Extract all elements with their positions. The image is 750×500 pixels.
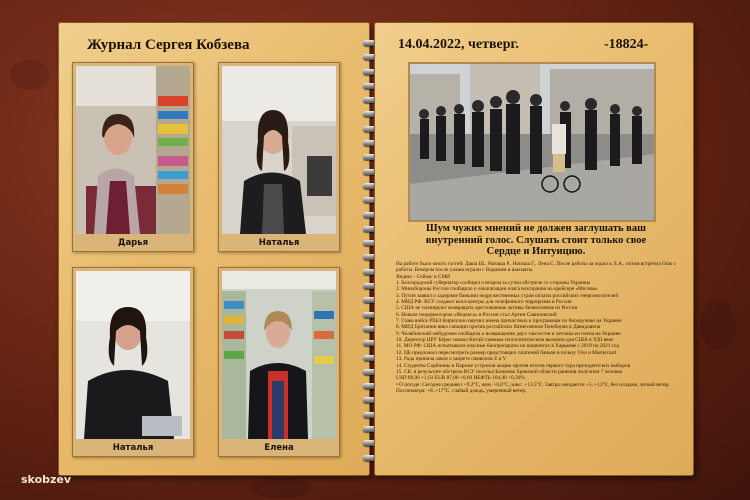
news-item: 2. Минобороны России сообщило о локализации очага возгорания на крейсере «Москва» [396, 286, 598, 293]
news-list [396, 261, 680, 394]
news-item: 14. Студенты Сорбонны в Париже устроили акцию против итогов первого тура президентских выборов [396, 362, 631, 369]
quote-text: Шум чужих мнений не должен заглушать ваш внутренний голос. Слушать стоит только свое Сердце и Интуицию. [425, 223, 647, 257]
news-item: 9. Челябинский омбудсмен сообщила о возвращении двух таксистов и летчика из плена на Украине [396, 330, 621, 337]
left-page [58, 22, 370, 476]
journal-title: Журнал Сергея Кобзева [87, 37, 250, 53]
photo-elena [222, 271, 336, 439]
news-item: 13. Рада приняла закон о запрете символов Z и V [396, 356, 507, 363]
leather-texture [700, 300, 736, 350]
photo-daria [76, 66, 190, 234]
news-item: 7. Глава войск РХБЗ Кириллов озвучил имена причастных к программам по биооружию на Украине [396, 318, 622, 325]
news-item: 8. МИД Британии ввел санкции против российских бизнесменов Тенебаума и Давидовича [396, 324, 601, 331]
photo-card-elena [218, 267, 340, 457]
entry-date: 14.04.2022, четверг. [398, 37, 519, 52]
entry-number: -18824- [604, 37, 649, 52]
right-page [374, 22, 694, 476]
caption-natalia-2: Наталья [112, 443, 154, 453]
photo-card-natalia-2 [72, 267, 194, 457]
news-item: • О погоде: Сегодня средняя t +9,2°C, мин. +6,6°C, макс. +13,5°C. Завтра ожидается +5..+13°C, без осадков, легкий ветер. Послезавтра: +8..+17°C, слабый дождь, умеренный ветер. [396, 381, 670, 394]
caption-natalia-1: Наталья [258, 238, 300, 248]
street-scene-photo [408, 62, 656, 222]
caption-elena: Елена [264, 443, 294, 453]
news-item: 12. ЦБ предложил пересмотреть размер предстоящих платежей банков в пользу Visa и Mastercard [396, 349, 616, 356]
news-item: USD 80,90 +1,03 EUR 87,00 +0,60 НЕФТЬ 104,49 +0,30% [396, 375, 525, 382]
news-item: 15. СК: в результате обстрела ВСУ поселка Климово Брянской области ранения получили 7 человек [396, 368, 623, 375]
news-item: На работе было много гостей: Даша Ш., Наташа Р., Наташа Г., Лена С. После работы за ходил к Л.А., потом встретил Олю с работы. Вечером после ужина играли с Вадимом в шахматы. [396, 261, 677, 274]
news-item: 1. Белгородский губернатор сообщил о втором за сутки обстреле со стороны Украины [396, 280, 591, 287]
leather-texture [250, 478, 310, 498]
photo-card-daria [72, 62, 194, 252]
journal-book [58, 22, 694, 476]
news-item: 3. Путин заявил о задержке банками недружественных стран оплаты российских энергоносителей [396, 292, 619, 299]
photo-natalia-2 [76, 271, 190, 439]
news-item: 6. Новым гендиректором «Яндекса» в России стал Артем Савиновский [396, 311, 557, 318]
photo-natalia-1 [222, 66, 336, 234]
caption-daria: Дарья [117, 238, 149, 248]
news-item: 11. МО РФ: США испытывали опасные биопрепараты на пациентах в Харькове с 2019 по 2021 год [396, 343, 620, 350]
news-item: Яндекс - Сейчас в СМИ [396, 273, 450, 280]
photo-card-natalia-1 [218, 62, 340, 252]
news-item: 5. США не планируют возвращать арестованные активы бизнесменов из России [396, 305, 578, 312]
watermark: skobzev [21, 473, 72, 486]
leather-texture [10, 60, 50, 90]
news-item: 4. МВД РФ: ВСУ создают колл-центры для телефонного терроризма в России [396, 299, 572, 306]
news-item: 10. Директор ЦРУ Бёрнс назвал Китай главным геополитическим вызовом для США в XXI веке [396, 337, 614, 344]
